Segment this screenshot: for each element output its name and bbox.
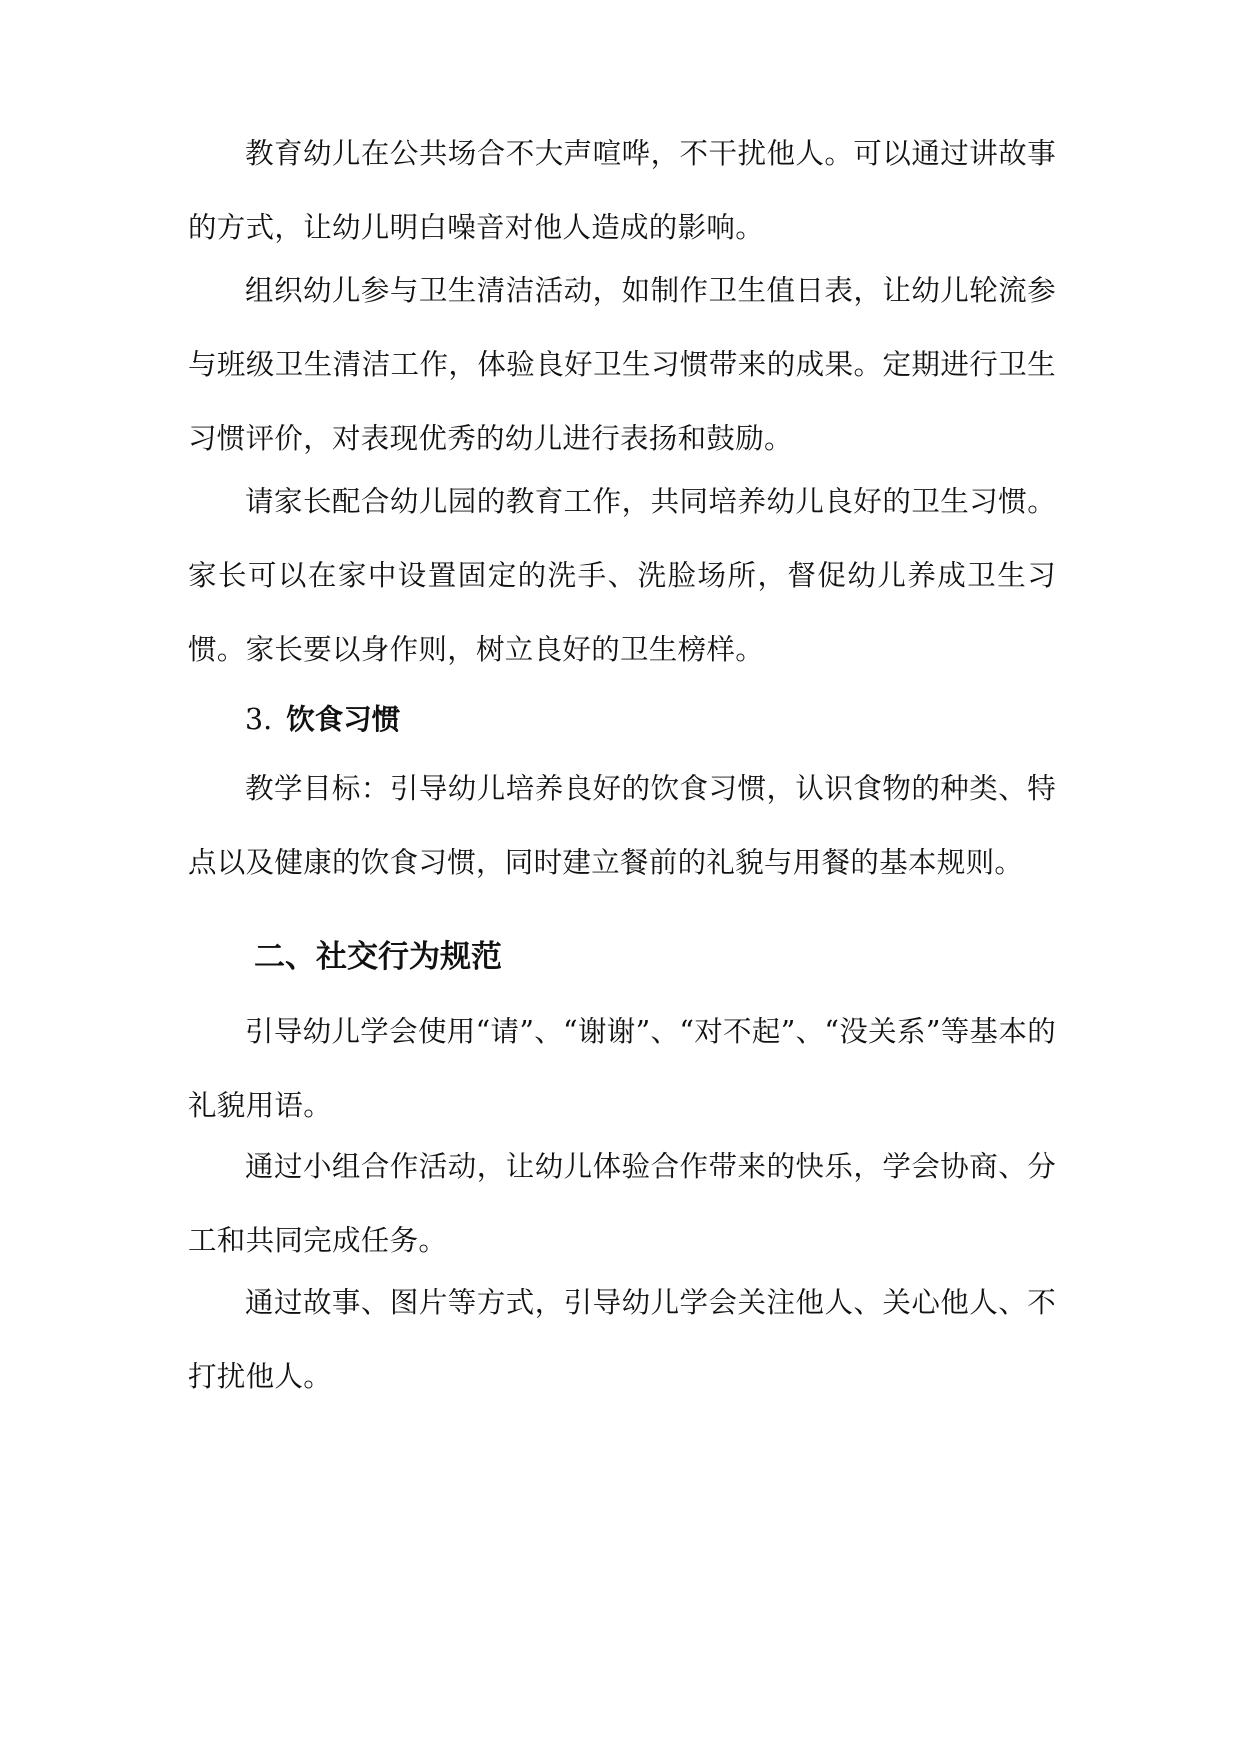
paragraph-public-noise: 教育幼儿在公共场合不大声喧哗，不干扰他人。可以通过讲故事的方式，让幼儿明白噪音对他人造成的影响。 <box>188 137 1056 244</box>
paragraph-care-for-others: 通过故事、图片等方式，引导幼儿学会关注他人、关心他人、不打扰他人。 <box>188 1286 1056 1393</box>
subsection-title: 饮食习惯 <box>286 703 401 736</box>
section-heading-social-behavior: 二、社交行为规范 <box>254 939 502 975</box>
subsection-number: 3. <box>245 703 273 736</box>
subsection-heading-eating-habits <box>188 700 1113 740</box>
paragraph-parent-cooperation: 请家长配合幼儿园的教育工作，共同培养幼儿良好的卫生习惯。家长可以在家中设置固定的洗手、洗脸场所，督促幼儿养成卫生习惯。家长要以身作则，树立良好的卫生榜样。 <box>188 485 1056 666</box>
paragraph-group-cooperation: 通过小组合作活动，让幼儿体验合作带来的快乐，学会协商、分工和共同完成任务。 <box>188 1150 1056 1257</box>
paragraph-hygiene-activity: 组织幼儿参与卫生清洁活动，如制作卫生值日表，让幼儿轮流参与班级卫生清洁工作，体验良好卫生习惯带来的成果。定期进行卫生习惯评价，对表现优秀的幼儿进行表扬和鼓励。 <box>188 274 1056 455</box>
paragraph-teaching-goal: 教学目标：引导幼儿培养良好的饮食习惯，认识食物的种类、特点以及健康的饮食习惯，同时建立餐前的礼貌与用餐的基本规则。 <box>188 772 1056 879</box>
paragraph-polite-words: 引导幼儿学会使用“请”、“谢谢”、“对不起”、“没关系”等基本的礼貌用语。 <box>188 1015 1056 1122</box>
